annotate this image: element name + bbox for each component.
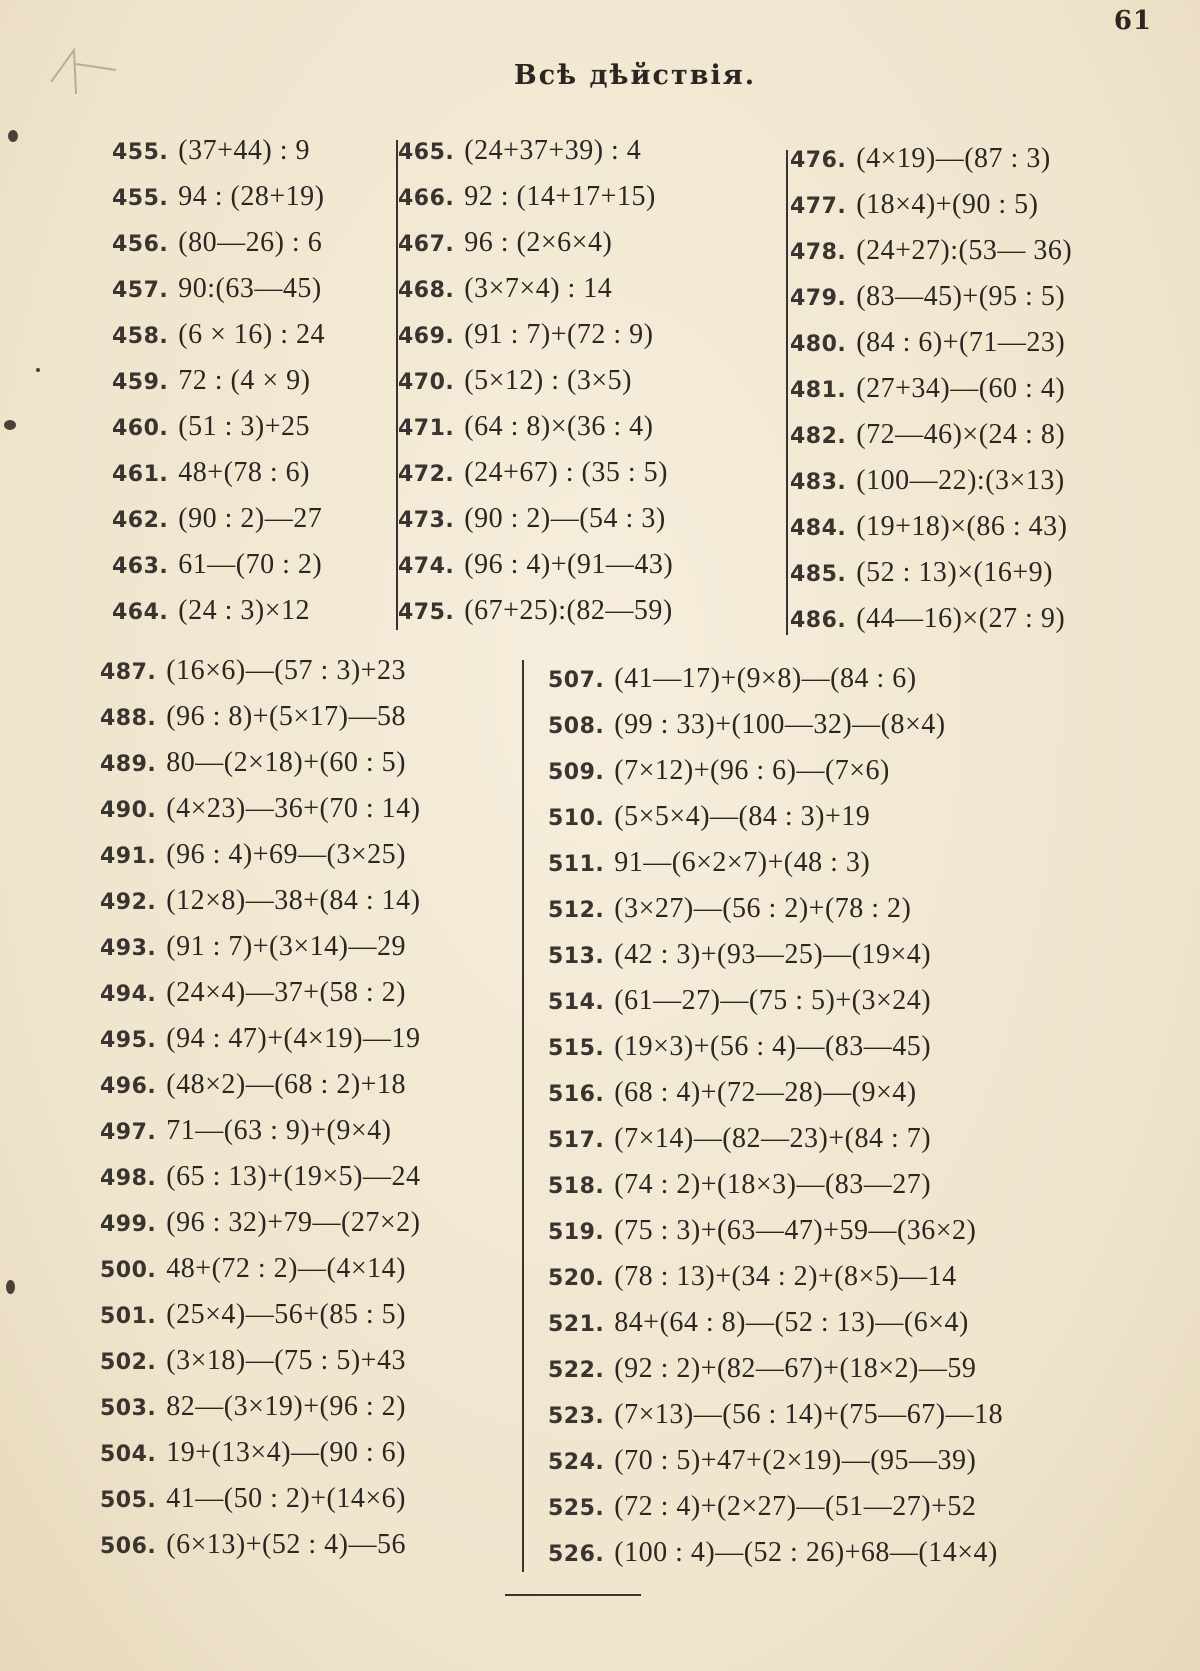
problem-expression: (6×13)+(52 : 4)—56	[166, 1529, 406, 1560]
problem-row	[398, 266, 673, 312]
problem-expression: (44—16)×(27 : 9)	[856, 603, 1066, 634]
problem-number: 468.	[398, 278, 455, 303]
problem-expression: (24+27):(53— 36)	[856, 235, 1073, 266]
problem-expression: (65 : 13)+(19×5)—24	[166, 1161, 421, 1192]
problem-expression: (6 × 16) : 24	[178, 319, 325, 350]
problem-row	[100, 1200, 420, 1246]
problem-expression: (5×5×4)—(84 : 3)+19	[614, 801, 871, 832]
column-507-526	[548, 656, 1003, 1576]
problem-row	[790, 136, 1072, 182]
problem-number: 464.	[112, 600, 169, 625]
problem-number: 479.	[790, 286, 847, 311]
problem-number: 476.	[790, 148, 847, 173]
problem-row	[790, 366, 1072, 412]
problem-number: 503.	[100, 1396, 157, 1421]
problem-number: 514.	[548, 990, 605, 1015]
problem-expression: (51 : 3)+25	[178, 411, 310, 442]
problem-row	[548, 1300, 1003, 1346]
problem-row	[100, 648, 420, 694]
problem-number: 513.	[548, 944, 605, 969]
problem-number: 517.	[548, 1128, 605, 1153]
problem-number: 481.	[790, 378, 847, 403]
problem-number: 498.	[100, 1166, 157, 1191]
problem-row	[100, 970, 420, 1016]
problem-row	[548, 1070, 1003, 1116]
problem-number: 495.	[100, 1028, 157, 1053]
problem-expression: (67+25):(82—59)	[464, 595, 673, 626]
problem-expression: (80—26) : 6	[178, 227, 323, 258]
problem-number: 516.	[548, 1082, 605, 1107]
problem-number: 471.	[398, 416, 455, 441]
margin-speck	[4, 420, 16, 430]
problem-number: 499.	[100, 1212, 157, 1237]
problem-row	[100, 740, 420, 786]
problem-row	[112, 496, 325, 542]
problem-number: 506.	[100, 1534, 157, 1559]
problem-expression: (12×8)—38+(84 : 14)	[166, 885, 421, 916]
problem-row	[100, 1154, 420, 1200]
problem-expression: 84+(64 : 8)—(52 : 13)—(6×4)	[614, 1307, 969, 1338]
problem-number: 455.	[112, 140, 169, 165]
problem-number: 501.	[100, 1304, 157, 1329]
problem-number: 484.	[790, 516, 847, 541]
problem-expression: (72 : 4)+(2×27)—(51—27)+52	[614, 1491, 977, 1522]
problem-row	[398, 496, 673, 542]
pencil-mark-icon	[46, 42, 126, 102]
problem-row	[398, 450, 673, 496]
problem-number: 518.	[548, 1174, 605, 1199]
problem-expression: 19+(13×4)—(90 : 6)	[166, 1437, 406, 1468]
problem-number: 508.	[548, 714, 605, 739]
problem-expression: (100 : 4)—(52 : 26)+68—(14×4)	[614, 1537, 998, 1568]
problem-expression: (4×19)—(87 : 3)	[856, 143, 1051, 174]
problem-expression: 61—(70 : 2)	[178, 549, 323, 580]
problem-expression: 71—(63 : 9)+(9×4)	[166, 1115, 392, 1146]
problem-number: 504.	[100, 1442, 157, 1467]
problem-number: 493.	[100, 936, 157, 961]
problem-number: 521.	[548, 1312, 605, 1337]
problem-row	[112, 312, 325, 358]
problem-row	[100, 1430, 420, 1476]
problem-number: 522.	[548, 1358, 605, 1383]
problem-number: 497.	[100, 1120, 157, 1145]
problem-number: 526.	[548, 1542, 605, 1567]
problem-expression: (78 : 13)+(34 : 2)+(8×5)—14	[614, 1261, 957, 1292]
problem-row	[548, 1208, 1003, 1254]
divider-upper-right	[786, 150, 788, 635]
problem-number: 475.	[398, 600, 455, 625]
problem-number: 465.	[398, 140, 455, 165]
problem-row	[548, 932, 1003, 978]
problem-row	[112, 174, 325, 220]
problem-number: 491.	[100, 844, 157, 869]
problem-expression: (91 : 7)+(72 : 9)	[464, 319, 654, 350]
problem-expression: 41—(50 : 2)+(14×6)	[166, 1483, 406, 1514]
problem-number: 460.	[112, 416, 169, 441]
problem-number: 474.	[398, 554, 455, 579]
problem-expression: (74 : 2)+(18×3)—(83—27)	[614, 1169, 932, 1200]
problem-expression: (68 : 4)+(72—28)—(9×4)	[614, 1077, 917, 1108]
problem-expression: (24 : 3)×12	[178, 595, 310, 626]
problem-expression: (100—22):(3×13)	[856, 465, 1065, 496]
problem-number: 510.	[548, 806, 605, 831]
problem-number: 470.	[398, 370, 455, 395]
problem-expression: (42 : 3)+(93—25)—(19×4)	[614, 939, 932, 970]
problem-number: 505.	[100, 1488, 157, 1513]
problem-number: 458.	[112, 324, 169, 349]
problem-number: 483.	[790, 470, 847, 495]
problem-row	[790, 596, 1072, 642]
problem-row	[112, 404, 325, 450]
problem-row	[100, 1016, 420, 1062]
problem-expression: (94 : 47)+(4×19)—19	[166, 1023, 421, 1054]
problem-row	[100, 1338, 420, 1384]
problem-number: 525.	[548, 1496, 605, 1521]
problem-row	[790, 412, 1072, 458]
problem-expression: 90:(63—45)	[178, 273, 322, 304]
problem-row	[548, 656, 1003, 702]
problem-expression: (92 : 2)+(82—67)+(18×2)—59	[614, 1353, 977, 1384]
problem-row	[398, 588, 673, 634]
problem-number: 507.	[548, 668, 605, 693]
problem-row	[548, 1024, 1003, 1070]
page-title: Всѣ дѣйствія.	[513, 60, 757, 91]
problem-expression: (96 : 4)+(91—43)	[464, 549, 674, 580]
problem-expression: (5×12) : (3×5)	[464, 365, 632, 396]
problem-row	[112, 128, 325, 174]
problem-expression: 91—(6×2×7)+(48 : 3)	[614, 847, 871, 878]
problem-expression: (96 : 8)+(5×17)—58	[166, 701, 406, 732]
margin-speck	[36, 368, 40, 372]
problem-row	[548, 1116, 1003, 1162]
problem-number: 515.	[548, 1036, 605, 1061]
column-476-486	[790, 136, 1072, 642]
problem-row	[548, 1484, 1003, 1530]
column-455-464	[112, 128, 325, 634]
problem-expression: (7×12)+(96 : 6)—(7×6)	[614, 755, 890, 786]
problem-expression: (24×4)—37+(58 : 2)	[166, 977, 406, 1008]
problem-number: 496.	[100, 1074, 157, 1099]
problem-row	[790, 274, 1072, 320]
problem-number: 467.	[398, 232, 455, 257]
problem-expression: (7×14)—(82—23)+(84 : 7)	[614, 1123, 932, 1154]
problem-expression: (27+34)—(60 : 4)	[856, 373, 1066, 404]
problem-row	[100, 1292, 420, 1338]
problem-expression: (61—27)—(75 : 5)+(3×24)	[614, 985, 932, 1016]
problem-row	[100, 1246, 420, 1292]
problem-expression: 92 : (14+17+15)	[464, 181, 656, 212]
problem-number: 485.	[790, 562, 847, 587]
problem-row	[790, 458, 1072, 504]
problem-row	[398, 404, 673, 450]
divider-upper-left	[396, 140, 398, 630]
problem-row	[100, 1522, 420, 1568]
problem-expression: (18×4)+(90 : 5)	[856, 189, 1039, 220]
column-487-506	[100, 648, 420, 1568]
problem-row	[548, 1346, 1003, 1392]
problem-row	[548, 1392, 1003, 1438]
problem-expression: (48×2)—(68 : 2)+18	[166, 1069, 406, 1100]
problem-row	[100, 878, 420, 924]
problem-number: 457.	[112, 278, 169, 303]
problem-expression: (84 : 6)+(71—23)	[856, 327, 1066, 358]
problem-number: 473.	[398, 508, 455, 533]
closing-rule	[505, 1594, 641, 1596]
problem-number: 477.	[790, 194, 847, 219]
problem-row	[100, 694, 420, 740]
problem-expression: (24+67) : (35 : 5)	[464, 457, 668, 488]
problem-row	[548, 794, 1003, 840]
problem-number: 523.	[548, 1404, 605, 1429]
problem-expression: (3×18)—(75 : 5)+43	[166, 1345, 406, 1376]
problem-number: 469.	[398, 324, 455, 349]
problem-expression: 82—(3×19)+(96 : 2)	[166, 1391, 406, 1422]
problem-expression: (72—46)×(24 : 8)	[856, 419, 1066, 450]
problem-row	[398, 220, 673, 266]
problem-row	[548, 840, 1003, 886]
problem-row	[398, 542, 673, 588]
problem-number: 478.	[790, 240, 847, 265]
problem-number: 472.	[398, 462, 455, 487]
problem-expression: (24+37+39) : 4	[464, 135, 642, 166]
problem-expression: (25×4)—56+(85 : 5)	[166, 1299, 406, 1330]
problem-row	[548, 748, 1003, 794]
problem-expression: (75 : 3)+(63—47)+59—(36×2)	[614, 1215, 977, 1246]
problem-row	[100, 1108, 420, 1154]
problem-expression: 80—(2×18)+(60 : 5)	[166, 747, 406, 778]
problem-number: 492.	[100, 890, 157, 915]
problem-expression: (83—45)+(95 : 5)	[856, 281, 1066, 312]
problem-row	[790, 504, 1072, 550]
problem-number: 494.	[100, 982, 157, 1007]
problem-expression: (64 : 8)×(36 : 4)	[464, 411, 654, 442]
problem-expression: (96 : 4)+69—(3×25)	[166, 839, 406, 870]
problem-row	[548, 886, 1003, 932]
problem-row	[790, 550, 1072, 596]
problem-number: 455.	[112, 186, 169, 211]
problem-number: 502.	[100, 1350, 157, 1375]
problem-row	[100, 924, 420, 970]
problem-number: 519.	[548, 1220, 605, 1245]
problem-expression: 72 : (4 × 9)	[178, 365, 311, 396]
problem-number: 482.	[790, 424, 847, 449]
margin-speck	[8, 130, 18, 142]
problem-expression: (96 : 32)+79—(27×2)	[166, 1207, 421, 1238]
column-465-475	[398, 128, 673, 634]
problem-expression: (4×23)—36+(70 : 14)	[166, 793, 421, 824]
problem-expression: 94 : (28+19)	[178, 181, 325, 212]
problem-row	[790, 320, 1072, 366]
problem-row	[398, 358, 673, 404]
problem-row	[398, 128, 673, 174]
problem-expression: (90 : 2)—27	[178, 503, 323, 534]
problem-number: 520.	[548, 1266, 605, 1291]
problem-expression: (19×3)+(56 : 4)—(83—45)	[614, 1031, 932, 1062]
problem-row	[398, 174, 673, 220]
problem-number: 524.	[548, 1450, 605, 1475]
problem-row	[112, 220, 325, 266]
problem-number: 490.	[100, 798, 157, 823]
problem-expression: (19+18)×(86 : 43)	[856, 511, 1068, 542]
problem-row	[790, 182, 1072, 228]
problem-expression: (7×13)—(56 : 14)+(75—67)—18	[614, 1399, 1004, 1430]
problem-number: 489.	[100, 752, 157, 777]
problem-number: 500.	[100, 1258, 157, 1283]
problem-number: 511.	[548, 852, 605, 877]
problem-number: 487.	[100, 660, 157, 685]
problem-row	[100, 1384, 420, 1430]
problem-row	[548, 1254, 1003, 1300]
problem-row	[790, 228, 1072, 274]
problem-row	[100, 832, 420, 878]
problem-row	[100, 1476, 420, 1522]
page-number: 61	[1113, 6, 1152, 36]
problem-row	[548, 978, 1003, 1024]
problem-number: 463.	[112, 554, 169, 579]
problem-expression: (16×6)—(57 : 3)+23	[166, 655, 406, 686]
problem-expression: (90 : 2)—(54 : 3)	[464, 503, 666, 534]
problem-expression: (41—17)+(9×8)—(84 : 6)	[614, 663, 917, 694]
problem-row	[112, 588, 325, 634]
problem-expression: (70 : 5)+47+(2×19)—(95—39)	[614, 1445, 977, 1476]
problem-row	[548, 1162, 1003, 1208]
problem-expression: (3×27)—(56 : 2)+(78 : 2)	[614, 893, 912, 924]
problem-row	[548, 702, 1003, 748]
problem-row	[548, 1438, 1003, 1484]
problem-number: 466.	[398, 186, 455, 211]
problem-number: 459.	[112, 370, 169, 395]
problem-row	[100, 1062, 420, 1108]
problem-row	[398, 312, 673, 358]
problem-expression: 48+(78 : 6)	[178, 457, 310, 488]
margin-speck	[6, 1280, 15, 1294]
problem-row	[112, 542, 325, 588]
problem-number: 509.	[548, 760, 605, 785]
problem-expression: (91 : 7)+(3×14)—29	[166, 931, 406, 962]
problem-number: 512.	[548, 898, 605, 923]
problem-row	[112, 450, 325, 496]
problem-row	[112, 266, 325, 312]
problem-number: 486.	[790, 608, 847, 633]
problem-number: 456.	[112, 232, 169, 257]
problem-row	[548, 1530, 1003, 1576]
problem-number: 480.	[790, 332, 847, 357]
divider-lower	[522, 660, 524, 1572]
problem-expression: 48+(72 : 2)—(4×14)	[166, 1253, 406, 1284]
problem-number: 461.	[112, 462, 169, 487]
problem-number: 462.	[112, 508, 169, 533]
problem-expression: (99 : 33)+(100—32)—(8×4)	[614, 709, 946, 740]
problem-row	[112, 358, 325, 404]
problem-expression: (3×7×4) : 14	[464, 273, 613, 304]
problem-expression: (37+44) : 9	[178, 135, 310, 166]
problem-number: 488.	[100, 706, 157, 731]
problem-expression: (52 : 13)×(16+9)	[856, 557, 1053, 588]
problem-row	[100, 786, 420, 832]
problem-expression: 96 : (2×6×4)	[464, 227, 613, 258]
